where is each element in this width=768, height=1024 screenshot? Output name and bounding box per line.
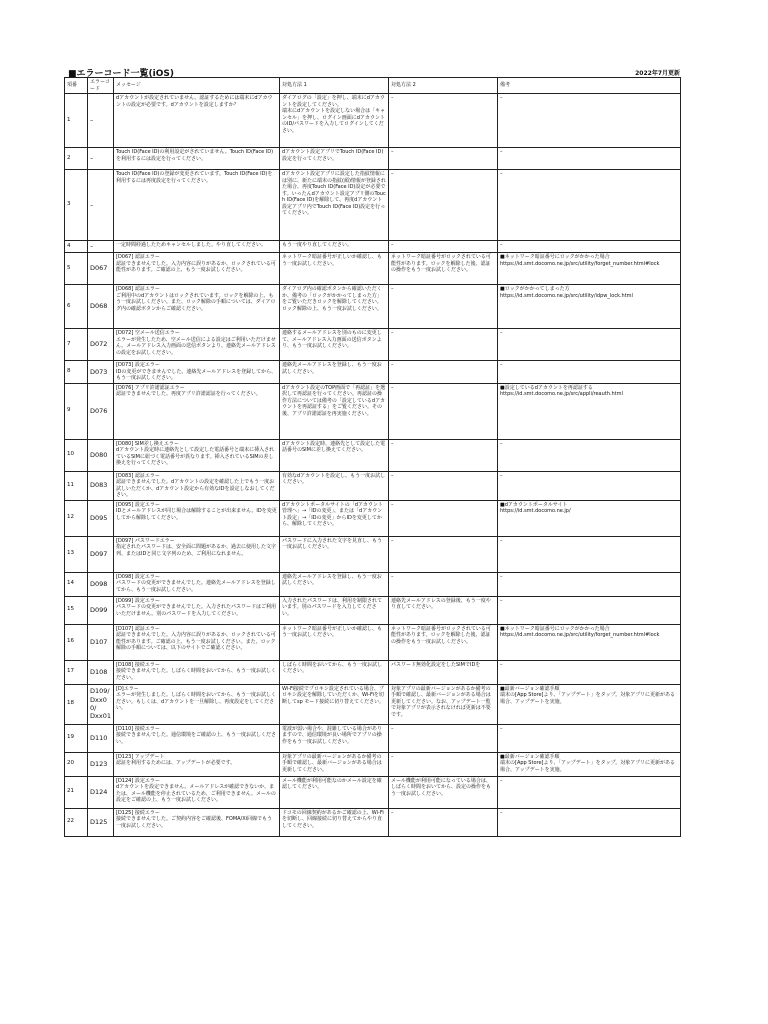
solution-1: ネットワーク暗証番号が正しいか確認し、もう一度お試しください。	[280, 253, 389, 285]
table-row	[65, 624, 681, 660]
row-number: 16	[65, 624, 88, 660]
remarks: ■ネットワーク暗証番号にロックがかかった場合 https://id.smt.docomo.ne.jp/src/utility/forget_number.html#lock	[498, 253, 681, 285]
row-number: 4	[65, 241, 88, 253]
table-row	[65, 660, 681, 684]
error-code: D068	[88, 285, 114, 329]
table-row	[65, 361, 681, 384]
solution-2: 連絡先メールアドレスの登録後、もう一度やり直してください。	[389, 596, 498, 624]
table-row	[65, 148, 681, 170]
solution-2: –	[389, 439, 498, 471]
error-code: –	[88, 241, 114, 253]
solution-2: –	[389, 536, 498, 572]
remarks: –	[498, 148, 681, 170]
table-row	[65, 500, 681, 536]
solution-1: Wi-Fi接続でプロキシ設定されている場合、プロキシ設定を解除していただくか、Wi-Fiを切断してsp モード接続に切り替えてください。	[280, 684, 389, 724]
error-message: [D068] 認証エラー ご利用中のdアカウントはロックされています。ロックを解除の上、もう一度お試しください。また、ロック解除の手順については、ダイアログ内の確認ボタンからご確認ください。	[114, 285, 280, 329]
error-code: D076	[88, 383, 114, 439]
solution-2: –	[389, 148, 498, 170]
solution-1: 連絡先メールアドレスを登録し、もう一度お試しください。	[280, 572, 389, 596]
table-row	[65, 808, 681, 836]
row-number: 18	[65, 684, 88, 724]
row-number: 15	[65, 596, 88, 624]
error-code: D083	[88, 471, 114, 500]
error-code: –	[88, 170, 114, 241]
remarks: –	[498, 724, 681, 752]
row-number: 1	[65, 94, 88, 148]
error-code: D067	[88, 253, 114, 285]
solution-1: dアカウント設定アプリに設定した指紋情報には別に、新たに端末の指紋(顔)情報が登録された場合、再度Touch ID(Face ID)設定が必要です。いったんdアカウント設定アプリ側のTouch ID(Face ID)を解除して、再度dアカウント設定アプリ内でTouch ID(Face ID)設定を行ってください。	[280, 170, 389, 241]
row-number: 17	[65, 660, 88, 684]
row-number: 10	[65, 439, 88, 471]
column-header-fix1: 対処方法 1	[280, 78, 389, 94]
table-row	[65, 471, 681, 500]
solution-1: メール機能が利用可能なのかメール設定を確認してください。	[280, 776, 389, 808]
remarks: –	[498, 329, 681, 361]
row-number: 7	[65, 329, 88, 361]
row-number: 2	[65, 148, 88, 170]
error-message: [D072] 空メール送信エラー エラーが発生したため、空メール送信による設定はご利用いただけません。メールアドレス入力画面の送信ボタンより、連絡先メールアドレスの設定をお試しください。	[114, 329, 280, 361]
table-row	[65, 776, 681, 808]
remarks: –	[498, 439, 681, 471]
error-code: D123	[88, 752, 114, 776]
solution-2: –	[389, 500, 498, 536]
remarks: ■ネットワーク暗証番号にロックがかかった場合 https://id.smt.docomo.ne.jp/src/utility/forget_number.html#lock	[498, 624, 681, 660]
table-row	[65, 724, 681, 752]
solution-1: もう一度やり直してください。	[280, 241, 389, 253]
error-code: D080	[88, 439, 114, 471]
solution-2: –	[389, 329, 498, 361]
solution-1: 入力されたパスワードは、利用を制限されています。別のパスワードを入力してください。	[280, 596, 389, 624]
error-message: [D073] 設定エラー IDの変更ができませんでした。連絡先メールアドレスを登録してから、もう一度お試しください。	[114, 361, 280, 384]
solution-1: 連絡先メールアドレスを登録し、もう一度お試しください。	[280, 361, 389, 384]
solution-2: ネットワーク暗証番号がロックされている可能性があります。ロックを解除した後、認証の操作をもう一度お試しください。	[389, 253, 498, 285]
error-message: [D083] 認証エラー 認証できませんでした。dアカウントの設定を確認した上でもう一度お試しいただくか、dアカウント設定から有効なIDを設定しなおしてください。	[114, 471, 280, 500]
solution-1: 対象アプリの最新バージョンがあるか備考の手順で確認し、最新バージョンがある場合は更新してください。	[280, 752, 389, 776]
table-row	[65, 752, 681, 776]
solution-1: ダイアログ内の確認ボタンから確認いただくか、備考の「ロックがかかってしまった方」をご覧いただきロックを解除してください。ロック解除の上、もう一度お試しください。	[280, 285, 389, 329]
error-message: [D095] 設定エラー IDとメールアドレスが同じ場合は解除することが出来ません。IDを変更してから解除してください。	[114, 500, 280, 536]
row-number: 14	[65, 572, 88, 596]
table-row	[65, 536, 681, 572]
error-code: –	[88, 94, 114, 148]
solution-2: –	[389, 752, 498, 776]
row-number: 22	[65, 808, 88, 836]
solution-1: しばらく時間をおいてから、もう一度お試しください。	[280, 660, 389, 684]
error-message: [D067] 認証エラー 認証できませんでした。入力内容に誤りがあるか、ロックされている可能性があります。ご確認の上、もう一度お試しください。	[114, 253, 280, 285]
column-header-fix2: 対処方法 2	[389, 78, 498, 94]
solution-1: パスワードに入力された文字を見直し、もう一度お試しください。	[280, 536, 389, 572]
remarks: –	[498, 361, 681, 384]
row-number: 19	[65, 724, 88, 752]
remarks: ■最新バージョン確認手順 端末の[App Store]より、「アップデート」をタップ。対象アプリに更新がある場合、アップデートを実施。	[498, 752, 681, 776]
solution-1: dアカウント設定アプリでTouch ID(Face ID)設定を行ってください。	[280, 148, 389, 170]
column-header-no: 項番	[65, 78, 88, 94]
solution-1: dアカウント設定時、連絡先として設定した電話番号のSIMに差し換えてください。	[280, 439, 389, 471]
page-title: ■エラーコード一覧(iOS)	[68, 69, 174, 79]
error-message: [D123] アップデート 認証を利用するためには、アップデートが必要です。	[114, 752, 280, 776]
table-row	[65, 94, 681, 148]
solution-2: –	[389, 241, 498, 253]
solution-2: –	[389, 383, 498, 439]
error-message: [D]エラー エラーが発生しました。しばらく時間をおいてから、もう一度お試しください。もしくは、dアカウントを一旦解除し、再度設定をしてください。	[114, 684, 280, 724]
row-number: 11	[65, 471, 88, 500]
solution-1: dアカウント設定のTOP画面で「再認証」を選択して再認証を行ってください。再認証の操作方法については備考の「設定しているdアカウントを再認証する」をご覧ください。その後、アプリ許諾認証を再実施ください。	[280, 383, 389, 439]
solution-2: –	[389, 808, 498, 836]
remarks: ■設定しているdアカウントを再認証する https://id.smt.docomo.ne.jp/src/appli/reauth.html	[498, 383, 681, 439]
solution-2: –	[389, 471, 498, 500]
row-number: 9	[65, 383, 88, 439]
error-message: Touch ID(Face ID)の登録が変更されています。Touch ID(Face ID)を利用するには再度設定を行ってください。	[114, 170, 280, 241]
solution-2: ネットワーク暗証番号がロックされている可能性があります。ロックを解除した後、認証の操作をもう一度お試しください。	[389, 624, 498, 660]
error-message: [D108] 接続エラー 接続できませんでした。しばらく時間をおいてから、もう一度お試しください。	[114, 660, 280, 684]
column-header-note: 備考	[498, 78, 681, 94]
error-code: D095	[88, 500, 114, 536]
error-message: [D107] 認証エラー 認証できませんでした。入力内容に誤りがあるか、ロックされている可能性があります。ご確認の上、もう一度お試しください。また、ロック解除の手順については、以下のサイトでご確認ください。	[114, 624, 280, 660]
update-date: 2022年7月更新	[635, 70, 680, 77]
remarks: –	[498, 94, 681, 148]
remarks: –	[498, 471, 681, 500]
solution-2: –	[389, 170, 498, 241]
table-row	[65, 596, 681, 624]
solution-2: メール機能が利用可能になっている場合は、しばらく時間をおいてから、設定の操作をもう一度お試しください。	[389, 776, 498, 808]
remarks: –	[498, 241, 681, 253]
error-message: [D124] 設定エラー dアカウントを設定できません。メールアドレスが確認できないか、または、メール機能を停止されているため、ご利用できません。メールの設定をご確認の上、もう一度お試しください。	[114, 776, 280, 808]
solution-2: –	[389, 572, 498, 596]
error-code: D097	[88, 536, 114, 572]
remarks: ■ロックがかかってしまった方 https://id.smt.docomo.ne.jp/src/utility/idpw_lock.html	[498, 285, 681, 329]
error-message: [D097] パスワードエラー 指定されたパスワードは、安全面に問題があるか、過去に使用した文字列、またはIDと同じ文字列のため、ご利用になれません。	[114, 536, 280, 572]
error-message: Touch ID(Face ID)の利用設定がされていません。Touch ID(Face ID)を利用するには設定を行ってください。	[114, 148, 280, 170]
remarks: –	[498, 536, 681, 572]
row-number: 13	[65, 536, 88, 572]
remarks: –	[498, 776, 681, 808]
solution-1: 有効なdアカウントを設定し、もう一度お試しください。	[280, 471, 389, 500]
table-row	[65, 439, 681, 471]
solution-1: ドコモの回線契約があるかご確認の上、Wi-Fiを切断し、回線接続に切り替えてからやり直してください。	[280, 808, 389, 836]
table-row	[65, 170, 681, 241]
remarks: –	[498, 660, 681, 684]
solution-1: ダイアログの「設定」を押し、端末にdアカウントを設定してください。 端末にdアカウントを設定しない場合は「キャンセル」を押し、ログイン画面にdアカウントのID/パスワードを入力してログインしてください。	[280, 94, 389, 148]
error-code: D073	[88, 361, 114, 384]
error-message: [D076] アプリ許諾認証エラー 認証できませんでした。再度アプリ許諾認証を行ってください。	[114, 383, 280, 439]
column-header-message: メッセージ	[114, 78, 280, 94]
solution-2: –	[389, 724, 498, 752]
solution-1: 連絡するメールアドレスを別のものに変更して、メールアドレス入力画面の送信ボタンより、もう一度お試しください。	[280, 329, 389, 361]
table-row	[65, 241, 681, 253]
solution-2: パスワード無効化設定をしたSIMでIDを	[389, 660, 498, 684]
remarks: –	[498, 572, 681, 596]
row-number: 5	[65, 253, 88, 285]
table-row	[65, 572, 681, 596]
table-row	[65, 253, 681, 285]
error-code: D098	[88, 572, 114, 596]
remarks: –	[498, 808, 681, 836]
table-row	[65, 285, 681, 329]
error-message: [D099] 設定エラー パスワードの変更ができませんでした。入力されたパスワードはご利用いただけません。別のパスワードを入力してください。	[114, 596, 280, 624]
remarks: –	[498, 596, 681, 624]
error-code: D072	[88, 329, 114, 361]
error-message: [D125] 接続エラー 接続できませんでした。ご契約内容をご確認後、FOMA/Xi回線でもう一度お試しください。	[114, 808, 280, 836]
error-message: [D080] SIM差し換えエラー dアカウント設定時に連絡先として設定した電話番号と端末に挿入されているSIMに紐づく電話番号が異なります。挿入されているSIMの差し換えを行ってください。	[114, 439, 280, 471]
table-header-row	[65, 78, 681, 94]
solution-1: 電波が弱い場合や、混雑している場合がありますので、通信環境が良い場所でアプリの操作をもう一度お試しください。	[280, 724, 389, 752]
row-number: 6	[65, 285, 88, 329]
remarks: –	[498, 170, 681, 241]
error-code: D124	[88, 776, 114, 808]
remarks: ■dアカウントポータルサイト https://id.smt.docomo.ne.jp/	[498, 500, 681, 536]
column-header-code: エラーコード	[88, 78, 114, 94]
table-row	[65, 684, 681, 724]
error-code: D099	[88, 596, 114, 624]
error-code-table	[64, 77, 681, 837]
error-code: –	[88, 148, 114, 170]
solution-1: ネットワーク暗証番号が正しいか確認し、もう一度お試しください。	[280, 624, 389, 660]
error-message: 一定時間経過したためキャンセルしました。やり直してください。	[114, 241, 280, 253]
error-message: dアカウントが設定されていません。認証するためには端末にdアカウントの設定が必要です。dアカウントを設定しますか？	[114, 94, 280, 148]
remarks: ■最新バージョン確認手順 端末の[App Store]より、「アップデート」をタップ。対象アプリに更新がある場合、アップデートを実施。	[498, 684, 681, 724]
error-code: D108	[88, 660, 114, 684]
row-number: 20	[65, 752, 88, 776]
row-number: 12	[65, 500, 88, 536]
error-code: D107	[88, 624, 114, 660]
error-message: [D110] 接続エラー 接続できませんでした。通信環境をご確認の上、もう一度お試しください。	[114, 724, 280, 752]
solution-1: dアカウントポータルサイトの「dアカウント管理へ」→「IDの変更」、または「dアカウント設定」→「IDの変更」からIDを変更してから、解除してください。	[280, 500, 389, 536]
row-number: 21	[65, 776, 88, 808]
solution-2: –	[389, 285, 498, 329]
table-row	[65, 329, 681, 361]
solution-2: –	[389, 361, 498, 384]
row-number: 3	[65, 170, 88, 241]
error-code: D125	[88, 808, 114, 836]
error-code: D110	[88, 724, 114, 752]
error-code: D109/ Dxx00/ Dxx01	[88, 684, 114, 724]
table-row	[65, 383, 681, 439]
solution-2: 対象アプリの最新バージョンがあるか備考の手順で確認し、最新バージョンがある場合は更新してください。なお、アップデート一覧で対象アプリが表示されなければ更新は不要です。	[389, 684, 498, 724]
solution-2: –	[389, 94, 498, 148]
error-message: [D098] 設定エラー パスワードの変更ができませんでした。連絡先メールアドレスを登録してから、もう一度お試しください。	[114, 572, 280, 596]
row-number: 8	[65, 361, 88, 384]
